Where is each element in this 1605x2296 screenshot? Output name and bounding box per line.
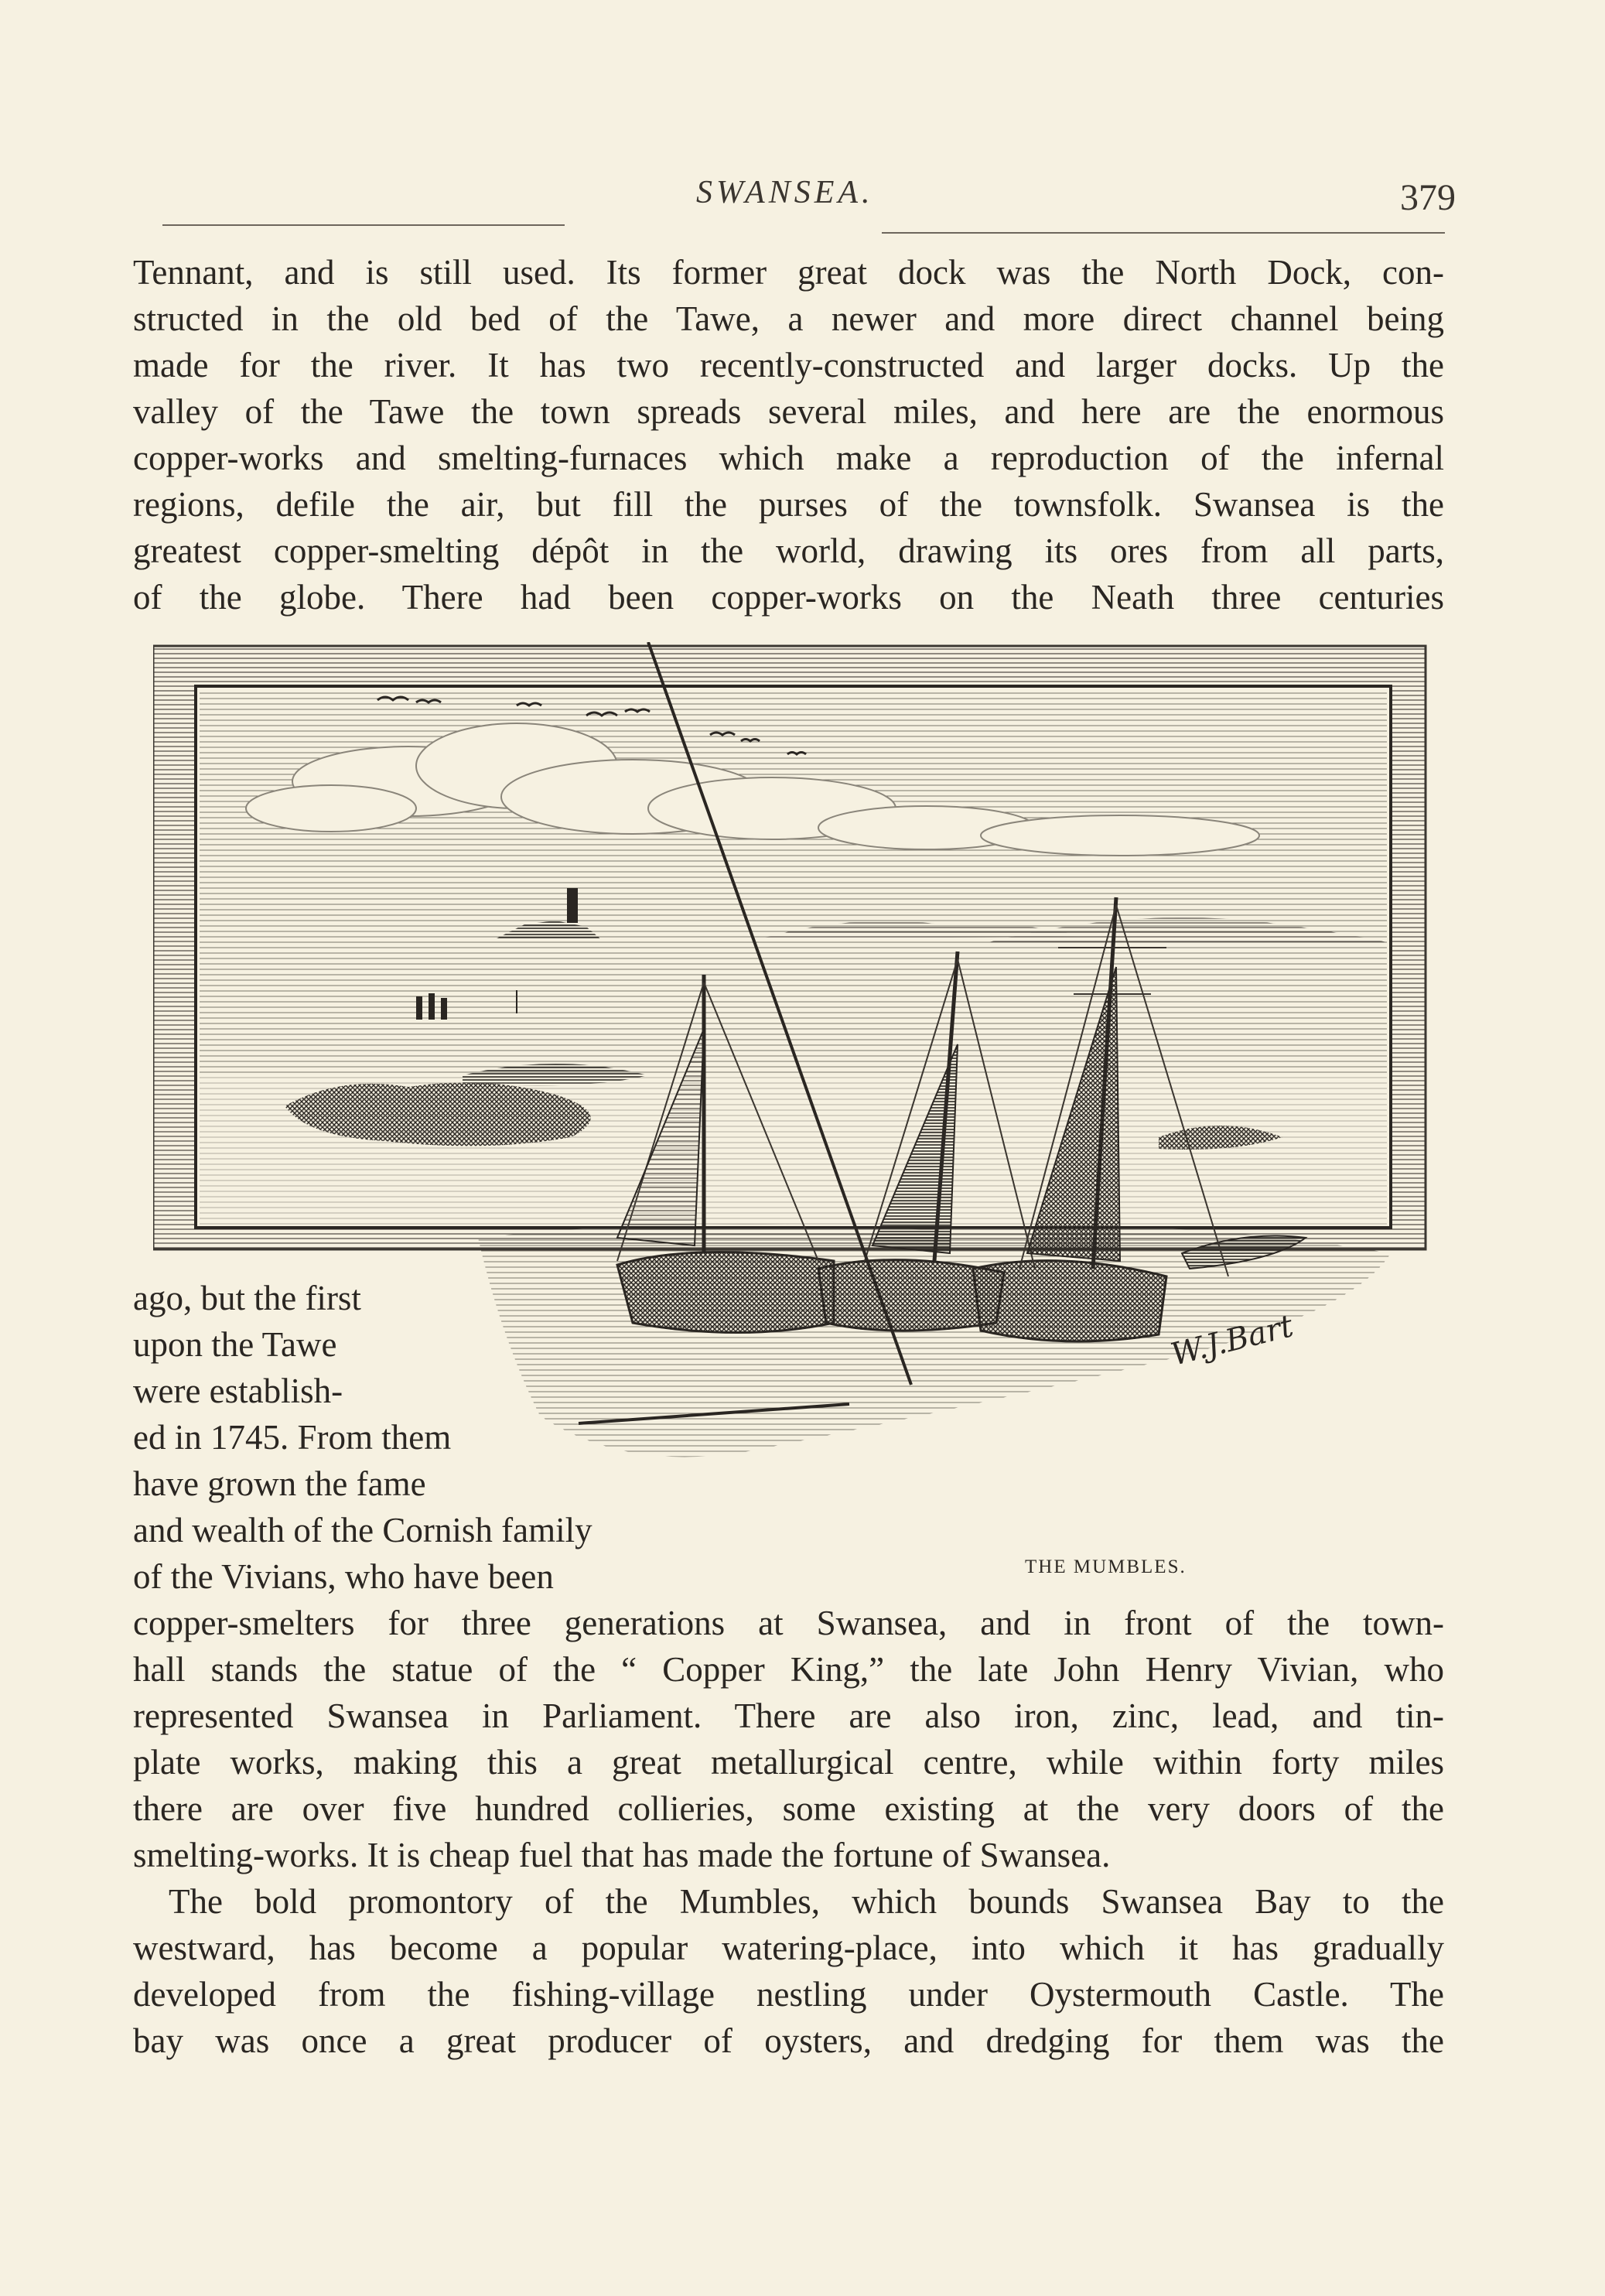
text-line: bay was once a great producer of oysters, and dredging for them was the xyxy=(133,2021,1444,2060)
text-line: hall stands the statue of the “ Copper King,” the late John Henry Vivian, who xyxy=(133,1650,1444,1689)
text-line: ed in 1745. From them xyxy=(133,1418,452,1457)
text-line: smelting-works. It is cheap fuel that has made the fortune of Swansea. xyxy=(133,1836,1111,1874)
text-line: developed from the fishing-village nestling under Oystermouth Castle. The xyxy=(133,1975,1444,2014)
illustration-caption: THE MUMBLES. xyxy=(1025,1556,1187,1577)
text-line: there are over five hundred collieries, some existing at the very doors of the xyxy=(133,1789,1444,1828)
sea xyxy=(200,952,1387,1075)
text-line: of the Vivians, who have been xyxy=(133,1557,554,1596)
text-line: of the globe. There had been copper-works on the Neath three centuries xyxy=(133,578,1444,617)
text-line: copper-works and smelting-furnaces which make a reproduction of the infernal xyxy=(133,439,1444,477)
text-line: were establish- xyxy=(133,1372,343,1410)
text-line: greatest copper-smelting dépôt in the world, drawing its ores from all parts, xyxy=(133,531,1444,570)
text-line: copper-smelters for three generations at Swansea, and in front of the town- xyxy=(133,1604,1444,1642)
text-line: represented Swansea in Parliament. There are also iron, zinc, lead, and tin- xyxy=(133,1696,1444,1735)
castle-tower xyxy=(567,888,578,923)
text-line: and wealth of the Cornish family xyxy=(133,1511,592,1549)
text-line: plate works, making this a great metallurgical centre, while within forty miles xyxy=(133,1743,1444,1782)
text-line: valley of the Tawe the town spreads several miles, and here are the enormous xyxy=(133,392,1444,431)
text-line: westward, has become a popular watering-place, into which it has gradually xyxy=(133,1929,1444,1967)
page-number: 379 xyxy=(1400,177,1456,218)
artist-signature: W.J.Bart xyxy=(1167,1308,1297,1373)
running-title: SWANSEA. xyxy=(696,175,874,210)
text-line: made for the river. It has two recently-constructed and larger docks. Up the xyxy=(133,346,1444,384)
text-line: structed in the old bed of the Tawe, a newer and more direct channel being xyxy=(133,299,1444,338)
text-line: have grown the fame xyxy=(133,1464,426,1503)
header-rule xyxy=(162,224,565,226)
text-line: Tennant, and is still used. Its former great dock was the North Dock, con- xyxy=(133,253,1444,292)
text-line: ago, but the first xyxy=(133,1279,361,1317)
text-line: regions, defile the air, but fill the purses of the townsfolk. Swansea is the xyxy=(133,485,1444,524)
text-line: upon the Tawe xyxy=(133,1325,337,1364)
text-line: The bold promontory of the Mumbles, which bounds Swansea Bay to the xyxy=(169,1882,1444,1921)
header-rule xyxy=(882,232,1445,234)
